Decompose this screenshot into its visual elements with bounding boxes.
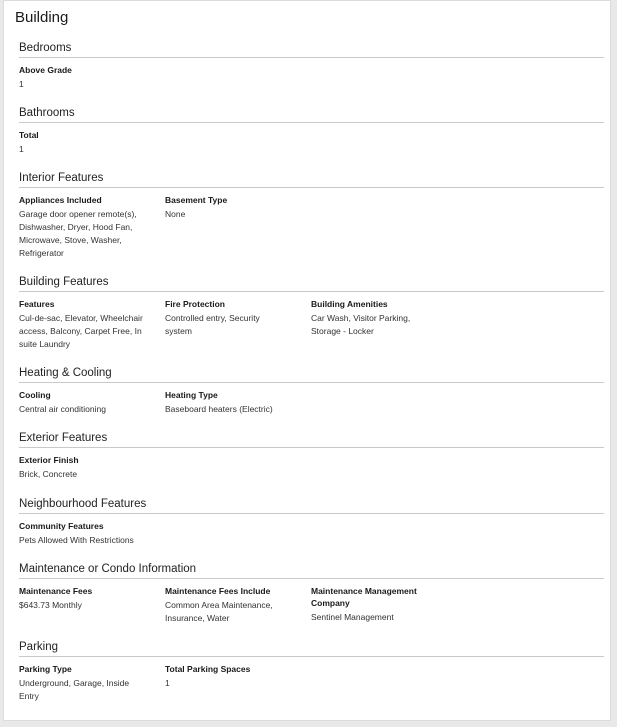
field-heating-type <box>165 389 311 416</box>
section-title: Parking <box>19 641 604 657</box>
field-value: Car Wash, Visitor Parking, Storage - Locker <box>311 313 411 336</box>
field-total-parking-spaces <box>165 663 311 703</box>
field-label: Maintenance Management Company <box>311 586 417 608</box>
page-title: Building <box>15 9 69 26</box>
section-parking <box>19 641 604 703</box>
field-appliances-included <box>19 194 165 260</box>
field-label: Community Features <box>19 521 104 531</box>
field-value: 1 <box>19 79 24 89</box>
section-title: Maintenance or Condo Information <box>19 563 604 579</box>
field-value: Controlled entry, Security system <box>165 313 260 336</box>
field-label: Above Grade <box>19 65 72 75</box>
field-value: Pets Allowed With Restrictions <box>19 535 134 545</box>
section-interior-features <box>19 172 604 260</box>
field-label: Maintenance Fees <box>19 586 93 596</box>
field-building-amenities <box>311 298 457 351</box>
field-value: 1 <box>165 678 170 688</box>
field-above-grade <box>19 64 165 91</box>
field-label: Total Parking Spaces <box>165 664 251 674</box>
field-value: Central air conditioning <box>19 404 106 414</box>
section-maintenance-condo <box>19 563 604 625</box>
field-basement-type <box>165 194 311 260</box>
field-label: Building Amenities <box>311 299 388 309</box>
section-title: Interior Features <box>19 172 604 188</box>
section-exterior-features <box>19 432 604 481</box>
field-value: Underground, Garage, Inside Entry <box>19 678 130 701</box>
field-parking-type <box>19 663 165 703</box>
field-label: Exterior Finish <box>19 455 79 465</box>
field-value: Garage door opener remote(s), Dishwasher, Dryer, Hood Fan, Microwave, Stove, Washer, Refrigerator <box>19 209 137 258</box>
field-features <box>19 298 165 351</box>
building-details-card <box>3 0 611 721</box>
section-building-features <box>19 276 604 351</box>
field-label: Maintenance Fees Include <box>165 586 271 596</box>
field-maintenance-management-company <box>311 585 457 625</box>
field-value: 1 <box>19 144 24 154</box>
field-community-features <box>19 520 219 547</box>
field-label: Fire Protection <box>165 299 225 309</box>
section-neighbourhood-features <box>19 498 604 547</box>
field-label: Features <box>19 299 55 309</box>
section-title: Bathrooms <box>19 107 604 123</box>
field-label: Appliances Included <box>19 195 102 205</box>
field-maintenance-fees <box>19 585 165 625</box>
field-value: None <box>165 209 186 219</box>
section-bedrooms <box>19 42 604 91</box>
section-title: Building Features <box>19 276 604 292</box>
field-label: Heating Type <box>165 390 218 400</box>
field-value: Brick, Concrete <box>19 469 78 479</box>
field-label: Basement Type <box>165 195 228 205</box>
field-value: Baseboard heaters (Electric) <box>165 404 273 414</box>
field-value: Common Area Maintenance, Insurance, Water <box>165 600 273 623</box>
section-heating-cooling <box>19 367 604 416</box>
field-value: Sentinel Management <box>311 612 394 622</box>
section-title: Neighbourhood Features <box>19 498 604 514</box>
section-title: Exterior Features <box>19 432 604 448</box>
field-exterior-finish <box>19 454 165 481</box>
field-value: Cul-de-sac, Elevator, Wheelchair access, Balcony, Carpet Free, In suite Laundry <box>19 313 143 349</box>
section-title: Bedrooms <box>19 42 604 58</box>
field-label: Total <box>19 130 39 140</box>
field-value: $643.73 Monthly <box>19 600 82 610</box>
section-title: Heating & Cooling <box>19 367 604 383</box>
field-label: Cooling <box>19 390 51 400</box>
field-total-bathrooms <box>19 129 165 156</box>
field-cooling <box>19 389 165 416</box>
section-bathrooms <box>19 107 604 156</box>
field-maintenance-fees-include <box>165 585 311 625</box>
field-fire-protection <box>165 298 311 351</box>
field-label: Parking Type <box>19 664 72 674</box>
